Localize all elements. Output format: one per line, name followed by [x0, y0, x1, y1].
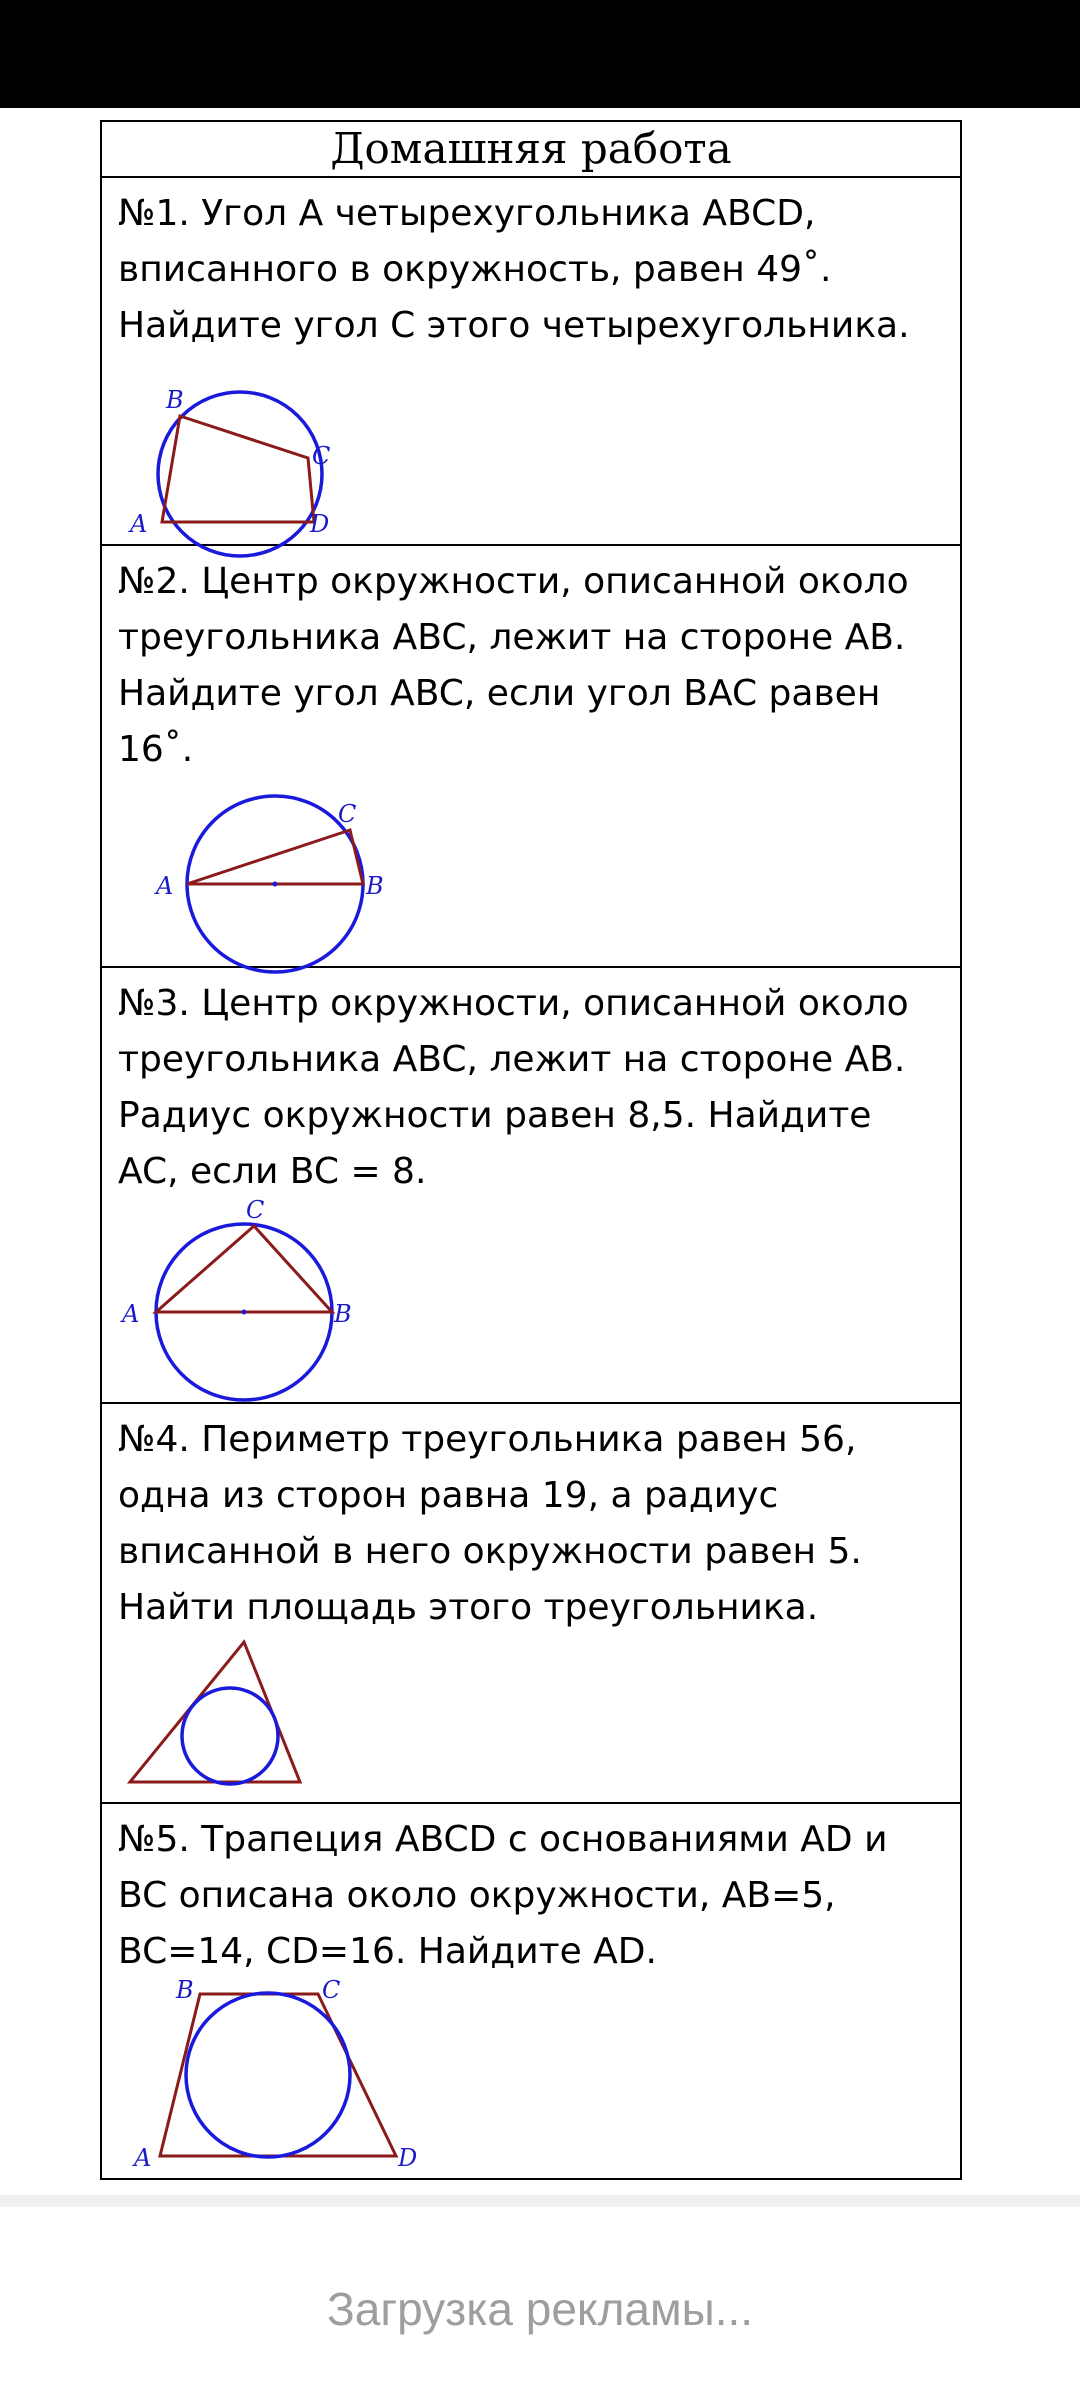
label-d: D [310, 510, 330, 538]
label-a: A [156, 872, 174, 900]
label-b: B [166, 386, 184, 414]
label-a: A [122, 1300, 140, 1328]
label-b: B [334, 1300, 352, 1328]
figure-triangle-on-diameter-2 [122, 782, 452, 968]
label-d: D [398, 2144, 418, 2172]
task-4-text: №4. Периметр треугольника равен 56, одна из сторон равна 19, а радиус вписанной в него окружности равен 5. Найти площадь этого треугольника. [118, 1419, 862, 1628]
figure-trapezoid-with-incircle [128, 1974, 448, 2174]
label-a: A [134, 2144, 152, 2172]
label-c: C [246, 1196, 265, 1224]
label-c: C [338, 800, 357, 828]
label-b: B [176, 1976, 194, 2004]
ad-banner[interactable] [0, 2195, 1080, 2400]
label-c: C [322, 1976, 341, 2004]
status-bar [0, 0, 1080, 108]
task-2-text: №2. Центр окружности, описанной около треугольника ABC, лежит на стороне AB. Найдите угол ABC, если угол BAC равен 16˚. [118, 561, 909, 770]
task-2 [102, 546, 960, 968]
task-1-text: №1. Угол A четырехугольника ABCD, вписанного в окружность, равен 49˚. Найдите угол C этого четырехугольника. [118, 193, 910, 346]
homework-sheet [100, 120, 962, 2180]
task-5 [102, 1804, 960, 2182]
sheet-title: Домашняя работа [102, 122, 960, 178]
figure-triangle-with-incircle [128, 1638, 328, 1788]
task-3-text: №3. Центр окружности, описанной около треугольника ABC, лежит на стороне AB. Радиус окружности равен 8,5. Найдите AC, если BC = 8. [118, 983, 909, 1192]
task-1 [102, 178, 960, 546]
task-3 [102, 968, 960, 1404]
figure-triangle-on-diameter-3 [108, 1196, 438, 1400]
label-b: B [366, 872, 384, 900]
label-a: A [130, 510, 148, 538]
ad-loading-text: Загрузка рекламы... [326, 2283, 754, 2335]
figure-inscribed-quadrilateral [122, 386, 452, 544]
task-4 [102, 1404, 960, 1804]
label-c: C [312, 442, 331, 470]
task-5-text: №5. Трапеция ABCD с основаниями AD и BC описана около окружности, AB=5, BC=14, CD=16. Найдите AD. [118, 1819, 888, 1972]
